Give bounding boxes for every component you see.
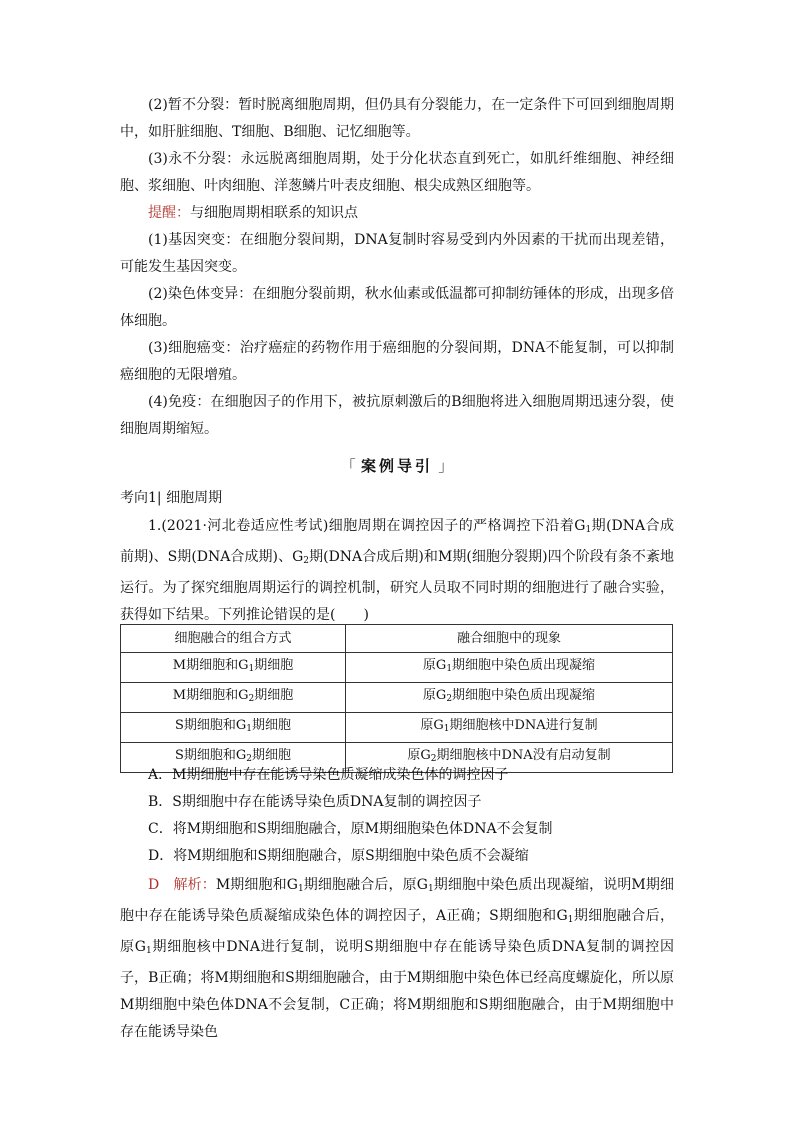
table-header-combo: 细胞融合的组合方式: [121, 625, 346, 653]
table-cell-combo: S期细胞和$G_1$期细胞: [121, 713, 346, 743]
table-row: [121, 713, 673, 743]
table-header-row: [121, 625, 673, 653]
section-bracket-close: 」: [438, 457, 454, 475]
analysis-label: 解析：: [173, 877, 216, 893]
analysis-paragraph: D 解析：M期细胞和$G_1$期细胞融合后，原$G_1$期细胞中染色质出现凝缩，说明M期细胞中存在能诱导染色质凝缩成染色体的调控因子，A正确；S期细胞和$G_1$期细胞融合后，原$G_1$期细胞核中DNA进行复制，说明S期细胞中存在能诱导染色质DNA复制的调控因子，B正确；将M期细胞和S期细胞融合，由于M期细胞中染色体已经高度螺旋化，所以原M期细胞中染色体DNA不会复制，C正确；将M期细胞和S期细胞融合，由于M期细胞中存在能诱导染色: [120, 877, 675, 1040]
knowledge-cancer: (3)细胞癌变：治疗癌症的药物作用于癌细胞的分裂间期，DNA不能复制，可以抑制癌细胞的无限增殖。: [120, 340, 674, 383]
table-cell-phenomenon: 原$G_1$期细胞中染色质出现凝缩: [346, 653, 673, 683]
option-b: B．S期细胞中存在能诱导染色质DNA复制的调控因子: [148, 794, 482, 810]
table-header-phenomenon: 融合细胞中的现象: [346, 625, 673, 653]
question-stem: 1.(2021·河北卷适应性考试)细胞周期在调控因子的严格调控下沿着$G_1$期(DNA合成前期)、S期(DNA合成期)、$G_2$期(DNA合成后期)和M期(细胞分裂期)四个阶段有条不紊地运行。为了探究细胞周期运行的调控机制，研究人员取不同时期的细胞进行了融合实验，获得如下结果。下列推论错误的是( ): [120, 518, 674, 623]
table-row: [121, 683, 673, 713]
knowledge-chromosome-variation: (2)染色体变异：在细胞分裂前期，秋水仙素或低温都可抑制纺锤体的形成，出现多倍体细胞。: [120, 286, 674, 329]
tip-label: 提醒：: [148, 205, 190, 221]
table-row: [121, 653, 673, 683]
paragraph-temporary-non-division: (2)暂不分裂：暂时脱离细胞周期，但仍具有分裂能力，在一定条件下可回到细胞周期中，如肝脏细胞、T细胞、B细胞、记忆细胞等。: [120, 97, 674, 140]
tip-line: [120, 200, 674, 227]
option-d: D．将M期细胞和S期细胞融合，原S期细胞中染色质不会凝缩: [148, 848, 529, 864]
kaoxiang-heading: 考向1| 细胞周期: [120, 490, 223, 506]
knowledge-immunity: (4)免疫：在细胞因子的作用下，被抗原刺激后的B细胞将进入细胞周期迅速分裂，使细胞周期缩短。: [120, 394, 674, 437]
table-cell-combo: M期细胞和$G_2$期细胞: [121, 683, 346, 713]
answer-letter: D: [148, 877, 160, 893]
option-a: A．M期细胞中存在能诱导染色质凝缩成染色体的调控因子: [148, 767, 509, 783]
section-bracket-open: 「: [340, 457, 356, 475]
knowledge-gene-mutation: (1)基因突变：在细胞分裂间期，DNA复制时容易受到内外因素的干扰而出现差错，可能发生基因突变。: [120, 232, 674, 275]
section-title-text: 案例导引: [360, 457, 433, 475]
tip-text: 与细胞周期相联系的知识点: [190, 205, 358, 221]
section-title: [0, 454, 794, 478]
fusion-table: [120, 624, 673, 773]
table-cell-phenomenon: 原$G_1$期细胞核中DNA进行复制: [346, 713, 673, 743]
table-cell-combo: S期细胞和$G_2$期细胞: [121, 743, 346, 773]
table-cell-combo: M期细胞和$G_1$期细胞: [121, 653, 346, 683]
option-c: C．将M期细胞和S期细胞融合，原M期细胞染色体DNA不会复制: [148, 821, 553, 837]
paragraph-permanent-non-division: (3)永不分裂：永远脱离细胞周期，处于分化状态直到死亡，如肌纤维细胞、神经细胞、浆细胞、叶肉细胞、洋葱鳞片叶表皮细胞、根尖成熟区细胞等。: [120, 151, 674, 194]
table-cell-phenomenon: 原$G_2$期细胞核中DNA没有启动复制: [346, 743, 673, 773]
table-cell-phenomenon: 原$G_2$期细胞中染色质出现凝缩: [346, 683, 673, 713]
